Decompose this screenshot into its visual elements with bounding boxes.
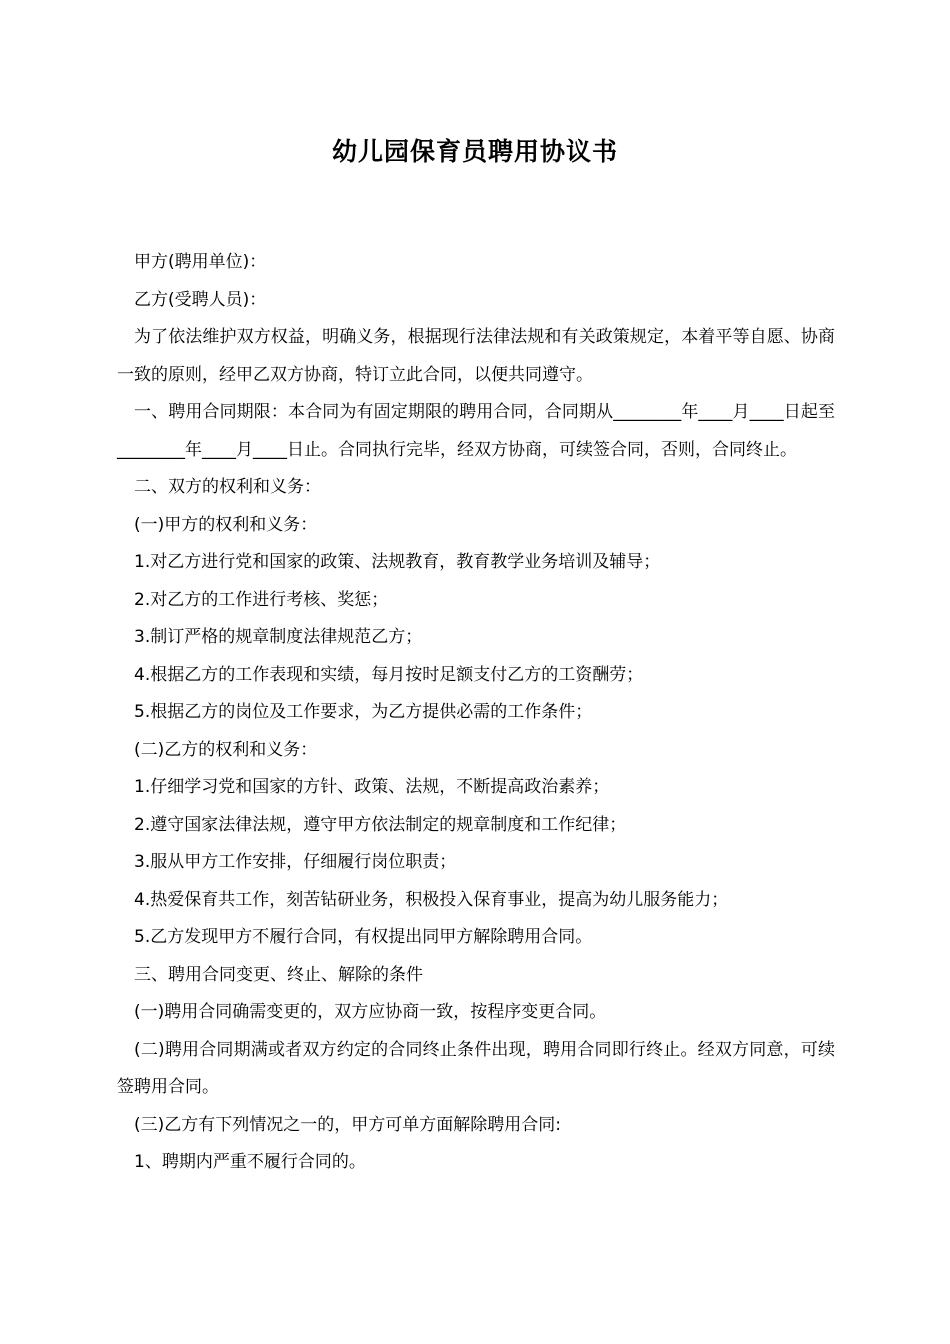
- termination-clause-1: 1、聘期内严重不履行合同的。: [134, 1152, 366, 1172]
- section-3-item-1: (一)聘用合同确需变更的，双方应协商一致，按程序变更合同。: [134, 1002, 607, 1022]
- party-b-item-3: 3.服从甲方工作安排，仔细履行岗位职责；: [134, 852, 457, 872]
- party-a-item-1: 1.对乙方进行党和国家的政策、法规教育，教育教学业务培训及辅导；: [134, 552, 661, 572]
- section-3-item-2: (二)聘用合同期满或者双方约定的合同终止条件出现，聘用合同即行终止。经双方同意，可续签聘用合同。: [117, 1039, 835, 1097]
- section-1-term: 一、聘用合同期限：本合同为有固定期限的聘用合同，合同期从________年____月____日起至________年____月____日止。合同执行完毕，经双方协商，可续签合同，否则，合同终止。: [117, 402, 835, 460]
- preamble-paragraph: 为了依法维护双方权益，明确义务，根据现行法律法规和有关政策规定，本着平等自愿、协商一致的原则，经甲乙双方协商，特订立此合同，以便共同遵守。: [117, 327, 835, 385]
- party-a-item-4: 4.根据乙方的工作表现和实绩，每月按时足额支付乙方的工资酬劳；: [134, 664, 644, 685]
- section-3-heading: 三、聘用合同变更、终止、解除的条件: [134, 964, 423, 985]
- section-3-item-3: (三)乙方有下列情况之一的，甲方可单方面解除聘用合同:: [134, 1114, 561, 1135]
- party-a-item-5: 5.根据乙方的岗位及工作要求，为乙方提供必需的工作条件；: [134, 702, 593, 722]
- party-a-item-3: 3.制订严格的规章制度法律规范乙方；: [134, 627, 423, 647]
- party-b-item-1: 1.仔细学习党和国家的方针、政策、法规，不断提高政治素养；: [134, 777, 610, 797]
- party-b-item-5: 5.乙方发现甲方不履行合同，有权提出同甲方解除聘用合同。: [134, 927, 593, 947]
- subsection-party-a-heading: (一)甲方的权利和义务：: [134, 514, 318, 535]
- party-a-item-2: 2.对乙方的工作进行考核、奖惩；: [134, 589, 389, 610]
- party-b-item-4: 4.热爱保育共工作，刻苦钻研业务，积极投入保育事业，提高为幼儿服务能力；: [134, 889, 729, 910]
- party-b-line: 乙方(受聘人员)：: [134, 289, 267, 310]
- subsection-party-b-heading: (二)乙方的权利和义务：: [134, 739, 318, 760]
- document-body: [117, 244, 835, 1182]
- section-2-heading: 二、双方的权利和义务：: [134, 477, 321, 497]
- document-title: 幼儿园保育员聘用协议书: [331, 137, 618, 166]
- party-a-line: 甲方(聘用单位)：: [134, 252, 267, 272]
- party-b-item-2: 2.遵守国家法律法规，遵守甲方依法制定的规章制度和工作纪律；: [134, 814, 627, 835]
